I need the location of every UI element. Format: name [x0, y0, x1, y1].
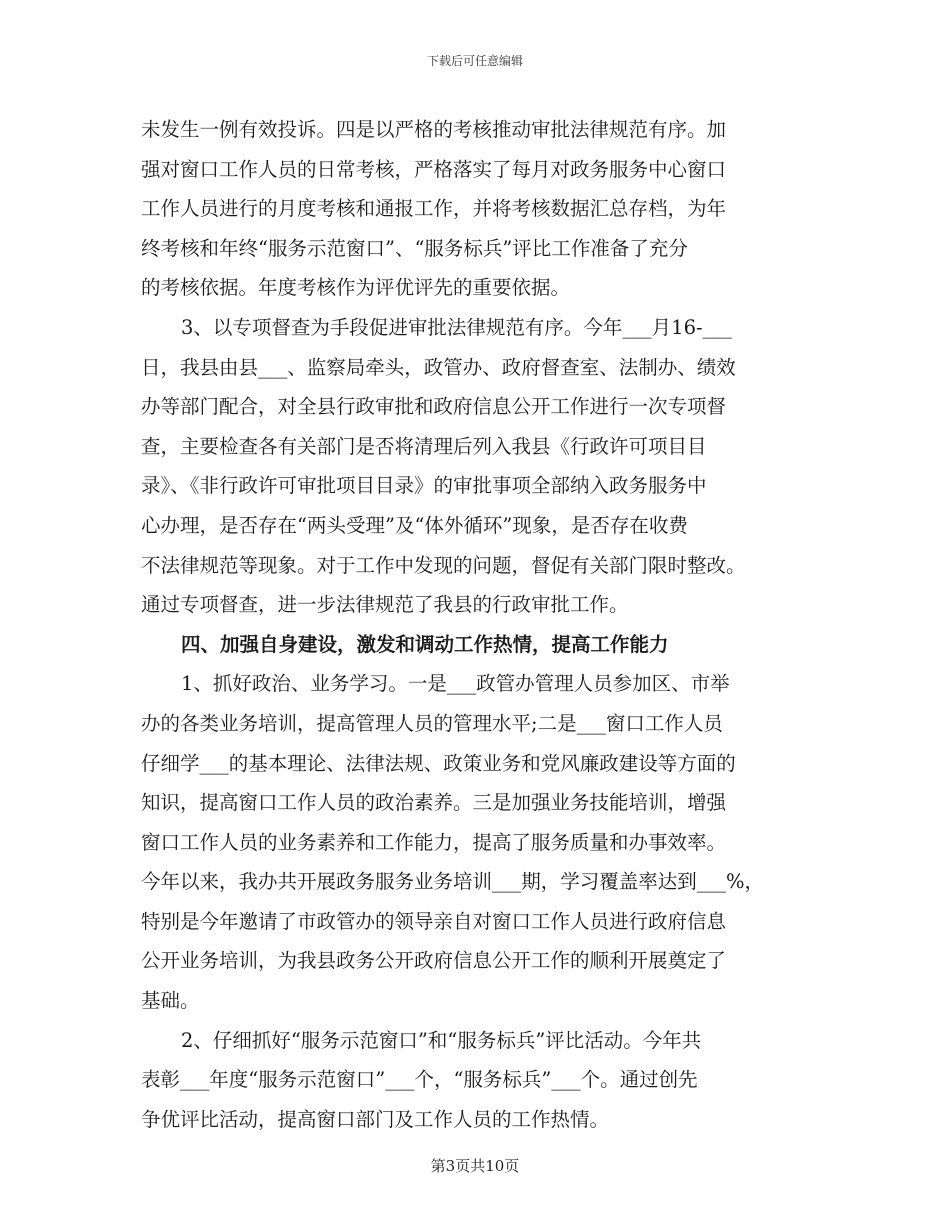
- text-line: 的考核依据。年度考核作为评优评先的重要依据。: [141, 276, 571, 300]
- page-header-note: 下载后可任意编辑: [426, 54, 523, 68]
- document-body: [141, 110, 806, 1139]
- paragraph-start-line: 3、以专项督查为手段促进审批法律规范有序。今年___月16-___: [181, 315, 732, 339]
- text-line: 窗口工作人员的业务素养和工作能力，提高了服务质量和办事效率。: [141, 830, 727, 854]
- text-line: 基础。: [141, 989, 200, 1013]
- text-line: 特别是今年邀请了市政管办的领导亲自对窗口工作人员进行政府信息: [141, 909, 727, 933]
- text-line: 工作人员进行的月度考核和通报工作，并将考核数据汇总存档，为年: [141, 197, 727, 221]
- text-line: 今年以来，我办共开展政务服务业务培训___期，学习覆盖率达到___%，: [141, 870, 765, 894]
- text-line: 心办理，是否存在“两头受理”及“体外循环”现象，是否存在收费: [141, 513, 688, 537]
- text-line: 表彰___年度“服务示范窗口”___个，“服务标兵”___个。通过创先: [141, 1068, 698, 1092]
- text-line: 办的各类业务培训，提高管理人员的管理水平;二是___窗口工作人员: [141, 711, 723, 735]
- paragraph-start-line: 1、抓好政治、业务学习。一是___政管办管理人员参加区、市举: [181, 672, 730, 696]
- text-line: 日，我县由县___、监察局牵头，政管办、政府督查室、法制办、绩效: [141, 355, 736, 379]
- page-number: 第3页共10页: [430, 1157, 520, 1175]
- text-line: 通过专项督查，进一步法律规范了我县的行政审批工作。: [141, 593, 629, 617]
- text-line: 查，主要检查各有关部门是否将清理后列入我县《行政许可项目目: [141, 434, 707, 458]
- text-line: 不法律规范等现象。对于工作中发现的问题，督促有关部门限时整改。: [141, 553, 746, 577]
- text-line: 争优评比活动，提高窗口部门及工作人员的工作热情。: [141, 1107, 610, 1131]
- text-line: 未发生一例有效投诉。四是以严格的考核推动审批法律规范有序。加: [141, 118, 727, 141]
- text-line: 强对窗口工作人员的日常考核，严格落实了每月对政务服务中心窗口: [141, 157, 727, 181]
- text-line: 终考核和年终“服务示范窗口”、“服务标兵”评比工作准备了充分: [141, 236, 688, 260]
- paragraph-start-line: 2、仔细抓好“服务示范窗口”和“服务标兵”评比活动。今年共: [181, 1028, 702, 1052]
- text-line: 公开业务培训，为我县政务公开政府信息公开工作的顺利开展奠定了: [141, 949, 727, 973]
- text-line: 办等部门配合，对全县行政审批和政府信息公开工作进行一次专项督: [141, 395, 727, 419]
- text-line: 知识，提高窗口工作人员的政治素养。三是加强业务技能培训，增强: [141, 791, 727, 815]
- text-line: 仔细学___的基本理论、法律法规、政策业务和党风廉政建设等方面的: [141, 751, 736, 775]
- section-heading: 四、加强自身建设，激发和调动工作热情，提高工作能力: [181, 632, 669, 656]
- text-line: 录》、《非行政许可审批项目目录》的审批事项全部纳入政务服务中: [141, 474, 707, 498]
